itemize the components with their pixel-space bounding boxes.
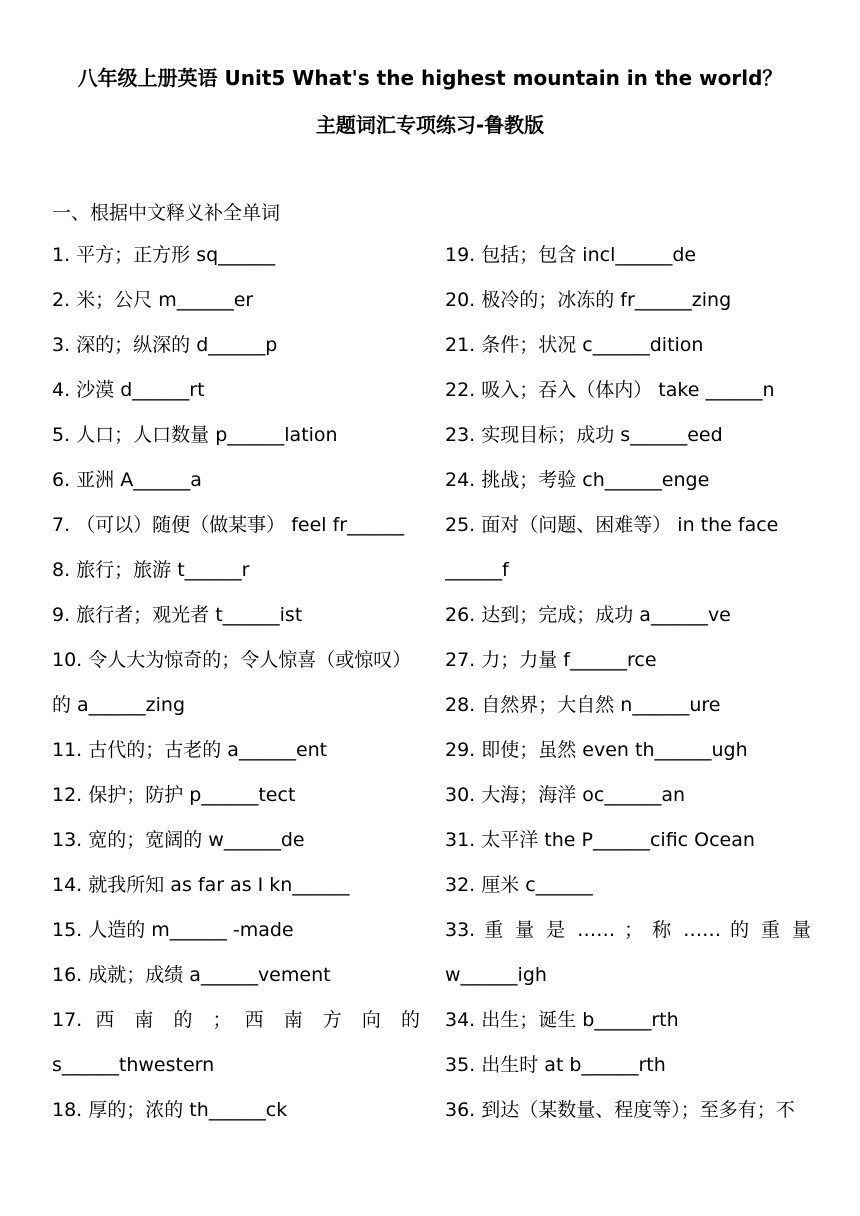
exercise-line: 24. 挑战；考验 ch______enge [445, 469, 710, 491]
exercise-line: 16. 成就；成绩 a______vement [52, 964, 331, 986]
exercise-line: 11. 古代的；古老的 a______ent [52, 739, 328, 761]
exercise-line: 28. 自然界；大自然 n______ure [445, 694, 721, 716]
exercise-line: 29. 即使；虽然 even th______ugh [445, 739, 748, 761]
exercise-line: 17. 西 南 的 ； 西 南 方 向 的 [52, 1009, 420, 1031]
exercise-line: 6. 亚洲 A______a [52, 469, 202, 491]
exercise-line: 8. 旅行；旅游 t______r [52, 559, 250, 581]
exercise-line: 31. 太平洋 the P______cific Ocean [445, 829, 755, 851]
left-exercise-column [52, 233, 420, 1133]
exercise-line: 22. 吸入；吞入（体内） take ______n [445, 379, 775, 401]
exercise-line: 2. 米；公尺 m______er [52, 289, 254, 311]
exercise-line: 32. 厘米 c______ [445, 874, 593, 896]
exercise-line: 18. 厚的；浓的 th______ck [52, 1099, 288, 1121]
exercise-line: 15. 人造的 m______ -made [52, 919, 294, 941]
exercise-line-continued: ______f [445, 559, 509, 581]
exercise-line: 27. 力；力量 f______rce [445, 649, 657, 671]
exercise-line: 33. 重 量 是 …… ； 称 …… 的 重 量 [445, 919, 811, 941]
exercise-line: 25. 面对（问题、困难等） in the face [445, 514, 779, 536]
exercise-line-continued: w______igh [445, 964, 547, 986]
exercise-line: 30. 大海；海洋 oc______an [445, 784, 686, 806]
exercise-line: 12. 保护；防护 p______tect [52, 784, 296, 806]
exercise-line: 14. 就我所知 as far as I kn______ [52, 874, 350, 896]
exercise-line: 36. 到达（某数量、程度等）；至多有；不 [445, 1099, 795, 1121]
exercise-line: 3. 深的；纵深的 d______p [52, 334, 278, 356]
exercise-line: 7. （可以）随便（做某事） feel fr______ [52, 514, 405, 536]
section-heading: 一、根据中文释义补全单词 [52, 202, 281, 224]
exercise-line: 34. 出生；诞生 b______rth [445, 1009, 679, 1031]
document-subtitle: 主题词汇专项练习-鲁教版 [315, 113, 545, 137]
exercise-line: 4. 沙漠 d______rt [52, 379, 205, 401]
exercise-line: 19. 包括；包含 incl______de [445, 244, 697, 266]
right-exercise-column [445, 233, 811, 1133]
document-title: 八年级上册英语 Unit5 What's the highest mountain in the world？ [77, 66, 783, 90]
exercise-line: 5. 人口；人口数量 p______lation [52, 424, 338, 446]
exercise-line: 21. 条件；状况 c______dition [445, 334, 704, 356]
exercise-line: 9. 旅行者；观光者 t______ist [52, 604, 303, 626]
exercise-line-continued: 的 a______zing [52, 694, 186, 716]
exercise-line: 26. 达到；完成；成功 a______ve [445, 604, 731, 626]
exercise-line: 23. 实现目标；成功 s______eed [445, 424, 723, 446]
exercise-line: 35. 出生时 at b______rth [445, 1054, 666, 1076]
exercise-line: 13. 宽的；宽阔的 w______de [52, 829, 305, 851]
exercise-line-continued: s______thwestern [52, 1054, 215, 1076]
exercise-line: 1. 平方；正方形 sq______ [52, 244, 276, 266]
exercise-line: 10. 令人大为惊奇的；令人惊喜（或惊叹） [52, 649, 412, 671]
exercise-line: 20. 极冷的；冰冻的 fr______zing [445, 289, 732, 311]
